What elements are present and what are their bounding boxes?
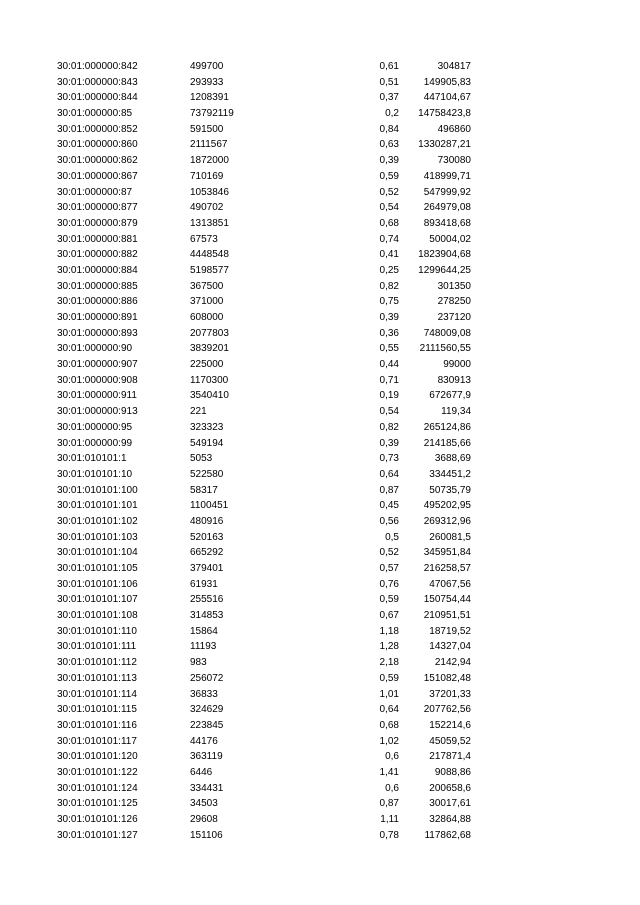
rate-cell: 0,52 [379, 186, 399, 198]
table-row [0, 357, 640, 373]
area-cell: 3839201 [190, 343, 229, 355]
table-row [0, 608, 640, 624]
cadastral-number-cell: 30:01:000000:886 [57, 296, 138, 308]
cadastral-number-cell: 30:01:000000:885 [57, 280, 138, 292]
cadastral-number-cell: 30:01:000000:884 [57, 264, 138, 276]
table-row [0, 765, 640, 781]
rate-cell: 0,6 [385, 782, 399, 794]
rate-cell: 0,45 [379, 500, 399, 512]
value-cell: 47067,56 [429, 578, 471, 590]
rate-cell: 0,5 [385, 531, 399, 543]
value-cell: 2111560,55 [419, 343, 471, 355]
cadastral-number-cell: 30:01:000000:90 [57, 343, 133, 355]
value-cell: 447104,67 [423, 92, 471, 104]
area-cell: 6446 [190, 766, 213, 778]
area-cell: 44176 [190, 735, 218, 747]
value-cell: 748009,08 [423, 327, 471, 339]
rate-cell: 0,64 [379, 704, 399, 716]
cadastral-number-cell: 30:01:000000:913 [57, 406, 138, 418]
cadastral-number-cell: 30:01:010101:122 [57, 766, 138, 778]
rate-cell: 0,51 [379, 76, 399, 88]
value-cell: 119,34 [441, 406, 471, 418]
cadastral-number-cell: 30:01:000000:882 [57, 249, 138, 261]
value-cell: 150754,44 [423, 594, 471, 606]
area-cell: 58317 [190, 484, 218, 496]
value-cell: 152214,6 [429, 719, 471, 731]
area-cell: 591500 [190, 123, 224, 135]
value-cell: 496860 [437, 123, 471, 135]
area-cell: 11193 [190, 641, 217, 653]
table-row [0, 483, 640, 499]
rate-cell: 0,59 [379, 672, 399, 684]
rate-cell: 0,64 [379, 468, 399, 480]
cadastral-number-cell: 30:01:010101:116 [57, 719, 137, 731]
rate-cell: 0,39 [379, 437, 399, 449]
area-cell: 256072 [190, 672, 224, 684]
cadastral-number-cell: 30:01:000000:85 [57, 108, 133, 120]
table-row [0, 498, 640, 514]
table-row [0, 718, 640, 734]
rate-cell: 0,55 [379, 343, 399, 355]
value-cell: 237120 [437, 312, 471, 323]
area-cell: 363119 [190, 751, 223, 763]
area-cell: 710169 [190, 170, 224, 182]
rate-cell: 0,59 [379, 170, 399, 182]
area-cell: 151106 [190, 829, 223, 841]
cadastral-number-cell: 30:01:010101:117 [57, 735, 137, 747]
table-row [0, 404, 640, 420]
value-cell: 278250 [437, 296, 471, 308]
value-cell: 672677,9 [429, 390, 471, 402]
value-cell: 32864,88 [429, 814, 471, 825]
table-row [0, 279, 640, 295]
area-cell: 1208391 [190, 92, 229, 104]
table-row [0, 702, 640, 718]
area-cell: 34503 [190, 798, 218, 810]
area-cell: 223845 [190, 719, 224, 731]
area-cell: 29608 [190, 814, 218, 825]
rate-cell: 1,11 [380, 814, 399, 825]
rate-cell: 1,01 [379, 688, 399, 700]
rate-cell: 1,18 [379, 625, 399, 637]
cadastral-number-cell: 30:01:000000:87 [57, 186, 133, 198]
table-row [0, 341, 640, 357]
table-row [0, 169, 640, 185]
cadastral-number-cell: 30:01:010101:105 [57, 563, 138, 574]
area-cell: 73792119 [190, 108, 234, 120]
value-cell: 50004,02 [429, 233, 471, 245]
table-row [0, 326, 640, 342]
table-row [0, 200, 640, 216]
cadastral-number-cell: 30:01:000000:881 [57, 233, 138, 245]
table-row [0, 561, 640, 577]
cadastral-number-cell: 30:01:000000:862 [57, 155, 138, 167]
rate-cell: 0,39 [379, 312, 399, 323]
area-cell: 371000 [190, 296, 224, 308]
cadastral-number-cell: 30:01:010101:113 [57, 672, 137, 684]
area-cell: 61931 [190, 578, 218, 590]
rate-cell: 0,44 [379, 359, 399, 371]
cadastral-number-cell: 30:01:010101:112 [57, 657, 137, 669]
area-cell: 323323 [190, 421, 224, 433]
table-row [0, 781, 640, 797]
table-row [0, 514, 640, 530]
value-cell: 264979,08 [423, 202, 471, 214]
cadastral-number-cell: 30:01:000000:844 [57, 92, 138, 104]
table-row [0, 592, 640, 608]
cadastral-number-cell: 30:01:010101:126 [57, 814, 138, 825]
table-row [0, 436, 640, 452]
value-cell: 345951,84 [423, 547, 471, 559]
table-row [0, 624, 640, 640]
value-cell: 265124,86 [423, 421, 471, 433]
rate-cell: 0,25 [379, 264, 399, 276]
rate-cell: 0,73 [379, 453, 399, 465]
value-cell: 117862,68 [424, 829, 471, 841]
value-cell: 50735,79 [429, 484, 471, 496]
area-cell: 520163 [190, 531, 224, 543]
rate-cell: 0,54 [379, 202, 399, 214]
table-row [0, 687, 640, 703]
rate-cell: 0,57 [379, 563, 399, 574]
table-row [0, 373, 640, 389]
table-row [0, 655, 640, 671]
cadastral-number-cell: 30:01:010101:125 [57, 798, 138, 810]
value-cell: 151082,48 [423, 672, 471, 684]
area-cell: 314853 [190, 610, 224, 622]
rate-cell: 1,28 [379, 641, 399, 653]
area-cell: 255516 [190, 594, 224, 606]
area-cell: 2077803 [190, 327, 229, 339]
value-cell: 9088,86 [434, 766, 471, 778]
area-cell: 608000 [190, 312, 224, 323]
rate-cell: 0,41 [379, 249, 399, 261]
cadastral-number-cell: 30:01:010101:108 [57, 610, 138, 622]
cadastral-number-cell: 30:01:000000:842 [57, 61, 138, 72]
value-cell: 547999,92 [423, 186, 471, 198]
table-row [0, 530, 640, 546]
cadastral-number-cell: 30:01:000000:867 [57, 170, 138, 182]
cadastral-number-cell: 30:01:010101:101 [57, 500, 138, 512]
table-row [0, 671, 640, 687]
cadastral-number-cell: 30:01:010101:115 [57, 704, 137, 716]
value-cell: 418999,71 [423, 170, 471, 182]
rate-cell: 0,6 [385, 751, 399, 763]
area-cell: 5053 [190, 453, 213, 465]
cadastral-number-cell: 30:01:010101:114 [57, 688, 137, 700]
value-cell: 14327,04 [429, 641, 471, 653]
rate-cell: 2,18 [379, 657, 399, 669]
area-cell: 490702 [190, 202, 224, 214]
value-cell: 1823904,68 [418, 249, 471, 261]
area-cell: 67573 [190, 233, 218, 245]
cadastral-number-cell: 30:01:010101:106 [57, 578, 138, 590]
value-cell: 730080 [437, 155, 471, 167]
area-cell: 5198577 [190, 264, 229, 276]
value-cell: 3688,69 [434, 453, 471, 465]
table-row [0, 577, 640, 593]
cadastral-number-cell: 30:01:010101:120 [57, 751, 138, 763]
table-row [0, 90, 640, 106]
rate-cell: 0,19 [379, 390, 399, 402]
table-row [0, 639, 640, 655]
area-cell: 1053846 [190, 186, 229, 198]
cadastral-number-cell: 30:01:010101:100 [57, 484, 138, 496]
value-cell: 200658,6 [429, 782, 471, 794]
value-cell: 14758423,8 [418, 108, 471, 120]
rate-cell: 0,36 [379, 327, 399, 339]
rate-cell: 0,82 [379, 421, 399, 433]
cadastral-number-cell: 30:01:010101:127 [57, 829, 138, 841]
rate-cell: 0,54 [379, 406, 399, 418]
table-row [0, 232, 640, 248]
value-cell: 30017,61 [429, 798, 471, 810]
area-cell: 1872000 [190, 155, 229, 167]
rate-cell: 0,59 [379, 594, 399, 606]
rate-cell: 0,71 [379, 374, 399, 386]
table-row [0, 828, 640, 844]
value-cell: 217871,4 [429, 751, 471, 763]
area-cell: 293933 [190, 76, 224, 88]
value-cell: 269312,96 [423, 515, 471, 527]
area-cell: 225000 [190, 359, 224, 371]
table-row [0, 812, 640, 828]
rate-cell: 0,82 [379, 280, 399, 292]
table-row [0, 294, 640, 310]
cadastral-number-cell: 30:01:010101:102 [57, 515, 138, 527]
value-cell: 1299644,25 [418, 264, 471, 276]
table-row [0, 153, 640, 169]
area-cell: 522580 [190, 468, 224, 480]
value-cell: 260081,5 [429, 531, 471, 543]
rate-cell: 0,87 [379, 484, 399, 496]
cadastral-number-cell: 30:01:000000:911 [57, 390, 137, 402]
rate-cell: 1,02 [379, 735, 399, 747]
cadastral-number-cell: 30:01:000000:908 [57, 374, 138, 386]
cadastral-number-cell: 30:01:000000:95 [57, 421, 133, 433]
value-cell: 1330287,21 [418, 139, 471, 151]
table-row [0, 420, 640, 436]
value-cell: 207762,56 [423, 704, 471, 716]
area-cell: 665292 [190, 547, 224, 559]
table-row [0, 216, 640, 232]
cadastral-number-cell: 30:01:000000:860 [57, 139, 138, 151]
cadastral-number-cell: 30:01:000000:879 [57, 217, 138, 229]
table-row [0, 310, 640, 326]
area-cell: 367500 [190, 280, 224, 292]
area-cell: 1170300 [190, 374, 229, 386]
rate-cell: 0,87 [379, 798, 399, 810]
rate-cell: 0,39 [379, 155, 399, 167]
rate-cell: 0,76 [379, 578, 399, 590]
table-row [0, 106, 640, 122]
area-cell: 15864 [190, 625, 218, 637]
table-row [0, 388, 640, 404]
cadastral-number-cell: 30:01:010101:10 [57, 468, 133, 480]
value-cell: 2142,94 [434, 657, 471, 669]
cadastral-number-cell: 30:01:010101:1 [57, 453, 127, 465]
area-cell: 334431 [190, 782, 224, 794]
value-cell: 216258,57 [423, 563, 471, 574]
area-cell: 983 [190, 657, 207, 669]
table-row [0, 545, 640, 561]
area-cell: 4448548 [190, 249, 229, 261]
cadastral-number-cell: 30:01:000000:843 [57, 76, 138, 88]
value-cell: 304817 [437, 61, 471, 72]
rate-cell: 0,37 [379, 92, 399, 104]
table-row [0, 734, 640, 750]
table-row [0, 122, 640, 138]
table-row [0, 137, 640, 153]
table-row [0, 749, 640, 765]
value-cell: 149905,83 [423, 76, 471, 88]
value-cell: 99000 [443, 359, 471, 371]
cadastral-number-cell: 30:01:000000:877 [57, 202, 138, 214]
rate-cell: 0,56 [379, 515, 399, 527]
value-cell: 18719,52 [429, 625, 471, 637]
rate-cell: 0,75 [379, 296, 399, 308]
rate-cell: 0,74 [379, 233, 399, 245]
rate-cell: 0,68 [379, 217, 399, 229]
cadastral-number-cell: 30:01:010101:107 [57, 594, 138, 606]
cadastral-number-cell: 30:01:010101:111 [57, 641, 137, 653]
table-row [0, 451, 640, 467]
value-cell: 210951,51 [423, 610, 471, 622]
value-cell: 830913 [437, 374, 471, 386]
area-cell: 2111567 [190, 139, 228, 151]
rate-cell: 0,61 [379, 61, 399, 72]
table-row [0, 796, 640, 812]
area-cell: 379401 [190, 563, 224, 574]
area-cell: 499700 [190, 61, 224, 72]
value-cell: 45059,52 [429, 735, 471, 747]
rate-cell: 0,63 [379, 139, 399, 151]
value-cell: 37201,33 [429, 688, 471, 700]
area-cell: 480916 [190, 515, 224, 527]
cadastral-number-cell: 30:01:000000:907 [57, 359, 138, 371]
value-cell: 495202,95 [423, 500, 471, 512]
cadastral-number-cell: 30:01:010101:124 [57, 782, 138, 794]
area-cell: 1313851 [190, 217, 229, 229]
value-cell: 301350 [437, 280, 471, 292]
table-row [0, 247, 640, 263]
cadastral-number-cell: 30:01:000000:893 [57, 327, 138, 339]
value-cell: 893418,68 [423, 217, 471, 229]
area-cell: 324629 [190, 704, 224, 716]
cadastral-number-cell: 30:01:010101:103 [57, 531, 138, 543]
cadastral-number-cell: 30:01:010101:110 [57, 625, 137, 637]
area-cell: 36833 [190, 688, 218, 700]
rate-cell: 0,68 [379, 719, 399, 731]
cadastral-number-cell: 30:01:010101:104 [57, 547, 138, 559]
table-row [0, 59, 640, 75]
area-cell: 1100451 [190, 500, 229, 512]
spreadsheet-table [0, 59, 640, 843]
table-row [0, 467, 640, 483]
value-cell: 334451,2 [429, 468, 471, 480]
value-cell: 214185,66 [423, 437, 471, 449]
cadastral-number-cell: 30:01:000000:852 [57, 123, 138, 135]
rate-cell: 0,52 [379, 547, 399, 559]
cadastral-number-cell: 30:01:000000:891 [57, 312, 138, 323]
table-row [0, 75, 640, 91]
rate-cell: 0,67 [379, 610, 399, 622]
rate-cell: 1,41 [379, 766, 399, 778]
table-row [0, 185, 640, 201]
table-row [0, 263, 640, 279]
rate-cell: 0,84 [379, 123, 399, 135]
area-cell: 221 [190, 406, 207, 418]
rate-cell: 0,2 [385, 108, 399, 120]
area-cell: 3540410 [190, 390, 229, 402]
cadastral-number-cell: 30:01:000000:99 [57, 437, 133, 449]
area-cell: 549194 [190, 437, 224, 449]
rate-cell: 0,78 [379, 829, 399, 841]
